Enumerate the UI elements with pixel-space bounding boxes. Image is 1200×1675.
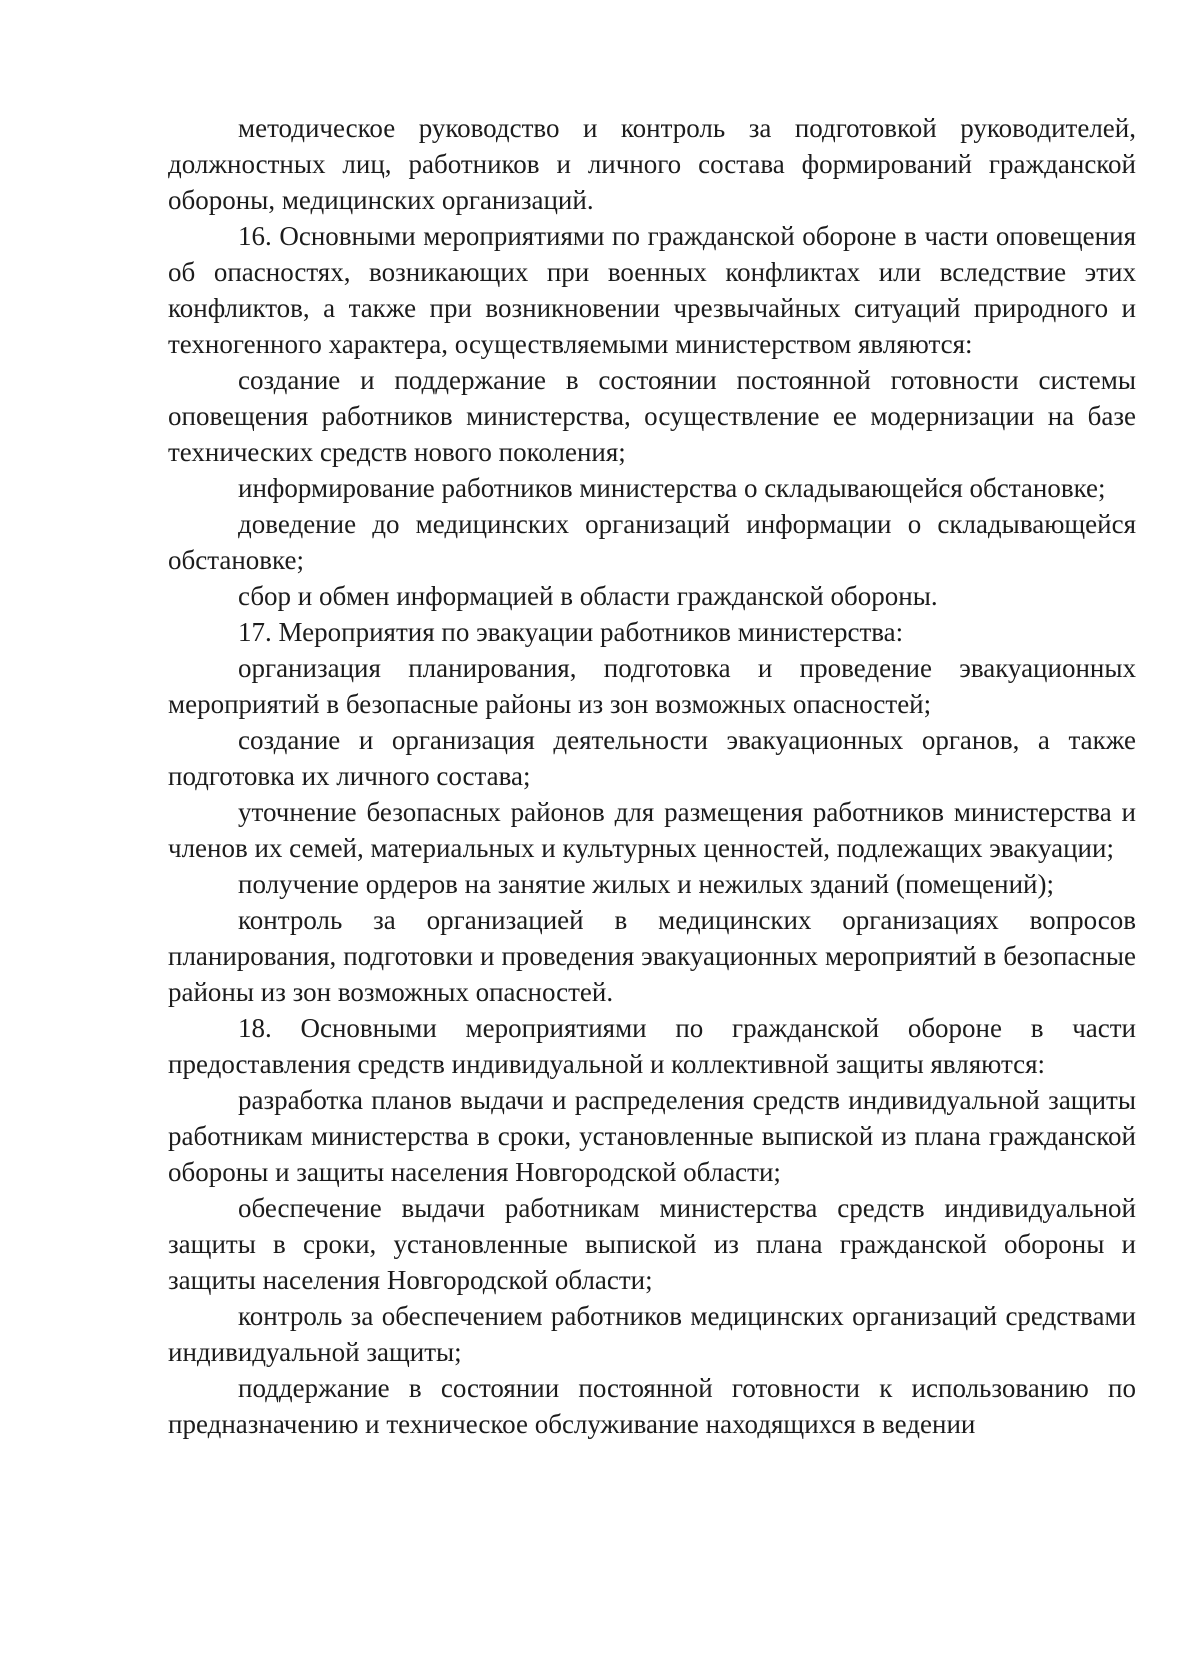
paragraph-14: разработка планов выдачи и распределения средств индивидуальной защиты работникам министерства в сроки, установленные выпиской из плана гражданской обороны и защиты населения Новгородской области;	[168, 1085, 1136, 1187]
paragraph-6: сбор и обмен информацией в области гражданской обороны.	[238, 581, 938, 611]
document-body	[168, 110, 1136, 1442]
paragraph-3: создание и поддержание в состоянии постоянной готовности системы оповещения работников министерства, осуществление ее модернизации на базе технических средств нового поколения;	[168, 365, 1136, 467]
paragraph-12: контроль за организацией в медицинских организациях вопросов планирования, подготовки и проведения эвакуационных мероприятий в безопасные районы из зон возможных опасностей.	[168, 905, 1136, 1007]
paragraph-7: 17. Мероприятия по эвакуации работников министерства:	[238, 617, 904, 647]
paragraph-2: 16. Основными мероприятиями по гражданской обороне в части оповещения об опасностях, возникающих при военных конфликтах или вследствие этих конфликтов, а также при возникновении чрезвычайных ситуаций природного и техногенного характера, осуществляемыми министерством являются:	[168, 221, 1136, 359]
paragraph-15: обеспечение выдачи работникам министерства средств индивидуальной защиты в сроки, установленные выпиской из плана гражданской обороны и защиты населения Новгородской области;	[168, 1193, 1136, 1295]
paragraph-9: создание и организация деятельности эвакуационных органов, а также подготовка их личного состава;	[168, 725, 1136, 791]
paragraph-13: 18. Основными мероприятиями по гражданской обороне в части предоставления средств индивидуальной и коллективной защиты являются:	[168, 1013, 1136, 1079]
paragraph-17: поддержание в состоянии постоянной готовности к использованию по предназначению и техническое обслуживание находящихся в ведении	[168, 1373, 1136, 1439]
paragraph-8: организация планирования, подготовка и проведение эвакуационных мероприятий в безопасные районы из зон возможных опасностей;	[168, 653, 1136, 719]
paragraph-4: информирование работников министерства о складывающейся обстановке;	[238, 473, 1106, 503]
paragraph-16: контроль за обеспечением работников медицинских организаций средствами индивидуальной защиты;	[168, 1301, 1136, 1367]
paragraph-11: получение ордеров на занятие жилых и нежилых зданий (помещений);	[238, 869, 1054, 899]
paragraph-5: доведение до медицинских организаций информации о складывающейся обстановке;	[168, 509, 1136, 575]
paragraph-1: методическое руководство и контроль за подготовкой руководителей, должностных лиц, работников и личного состава формирований гражданской обороны, медицинских организаций.	[168, 113, 1136, 215]
paragraph-10: уточнение безопасных районов для размещения работников министерства и членов их семей, материальных и культурных ценностей, подлежащих эвакуации;	[168, 797, 1136, 863]
